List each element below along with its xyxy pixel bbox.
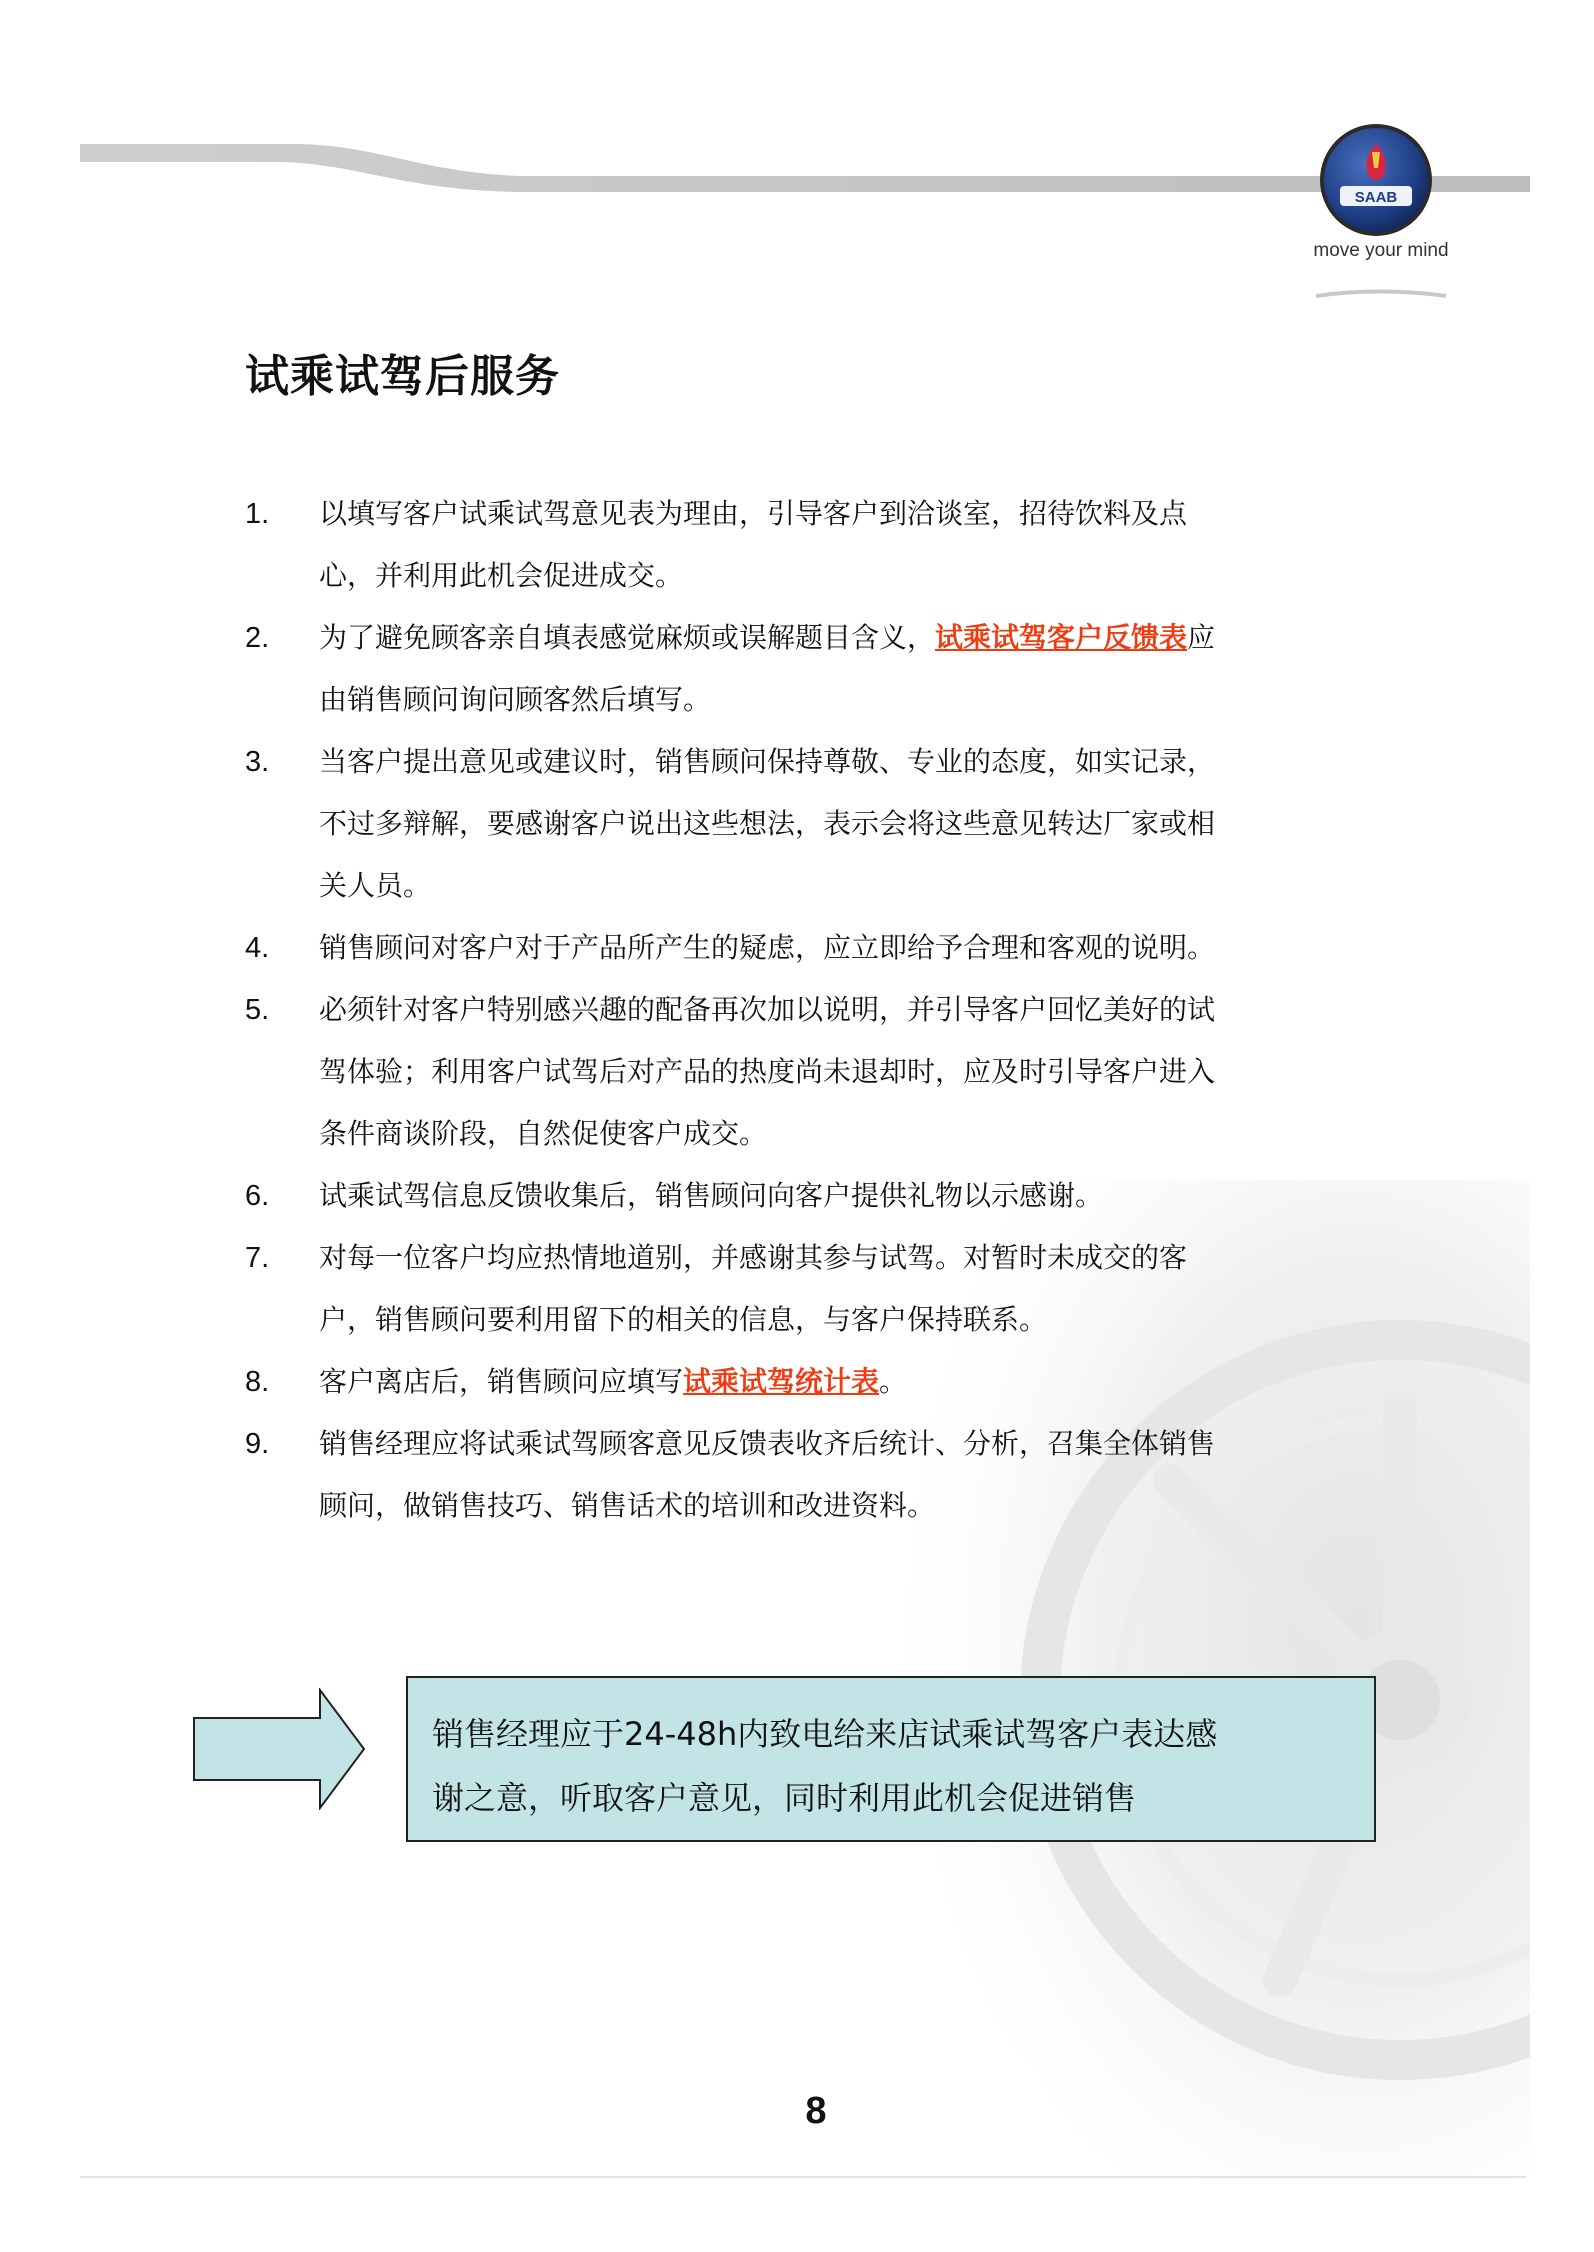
list-item-number: 2.: [245, 622, 270, 654]
list-item-line: 户，销售顾问要利用留下的相关的信息，与客户保持联系。: [319, 1303, 1048, 1336]
list-item: [245, 979, 1355, 1165]
list-item-line: 销售顾问对客户对于产品所产生的疑虑，应立即给予合理和客观的说明。: [319, 931, 1216, 964]
callout-line: 销售经理应于24-48h内致电给来店试乘试驾客户表达感: [432, 1715, 1218, 1753]
callout-box: [406, 1676, 1376, 1842]
list-item-number: 8.: [245, 1366, 270, 1398]
list-item-text: 客户离店后，销售顾问应填写: [319, 1365, 684, 1398]
list-item-text: 应: [1187, 621, 1216, 654]
list-item: [245, 1351, 1355, 1413]
list-item-number: 7.: [245, 1242, 270, 1274]
list-item-number: 4.: [245, 932, 270, 964]
list-item-number: 9.: [245, 1428, 270, 1460]
list-item-line: 顾问，做销售技巧、销售话术的培训和改进资料。: [319, 1489, 936, 1522]
list-item: [245, 1165, 1355, 1227]
page-title: 试乘试驾后服务: [245, 351, 560, 402]
list-item-line: 心，并利用此机会促进成交。: [319, 559, 684, 592]
list-item-line: 以填写客户试乘试驾意见表为理由，引导客户到洽谈室，招待饮料及点: [319, 497, 1188, 530]
list-item-line: 由销售顾问询问顾客然后填写。: [319, 683, 712, 716]
list-item: [245, 1227, 1355, 1351]
list-item: [245, 731, 1355, 917]
list-item-line: 销售经理应将试乘试驾顾客意见反馈表收齐后统计、分析，召集全体销售: [319, 1427, 1216, 1460]
saab-logo: [1318, 122, 1434, 238]
list-item-line: 条件商谈阶段，自然促使客户成交。: [319, 1117, 768, 1150]
list-item-number: 6.: [245, 1180, 270, 1212]
callout-line: 谢之意，听取客户意见，同时利用此机会促进销售: [432, 1779, 1137, 1817]
list-item-line: 不过多辩解，要感谢客户说出这些想法，表示会将这些意见转达厂家或相: [319, 807, 1216, 840]
list-item-text: 为了避免顾客亲自填表感觉麻烦或误解题目含义，: [319, 621, 936, 654]
list-item-line: [319, 1351, 1355, 1413]
page-number: 8: [805, 2090, 827, 2132]
list-item: [245, 1413, 1355, 1537]
list-item-line: 当客户提出意见或建议时，销售顾问保持尊敬、专业的态度，如实记录，: [319, 745, 1216, 778]
list-item-line: 必须针对客户特别感兴趣的配备再次加以说明，并引导客户回忆美好的试: [319, 993, 1216, 1026]
list-item-line: 关人员。: [319, 869, 432, 902]
right-arrow-icon: [192, 1688, 367, 1810]
list-item-number: 5.: [245, 994, 270, 1026]
list-item: [245, 917, 1355, 979]
feedback-form-link[interactable]: 试乘试驾客户反馈表: [935, 621, 1188, 654]
list-item-line: [319, 607, 1355, 669]
list-item-line: 试乘试驾信息反馈收集后，销售顾问向客户提供礼物以示感谢。: [319, 1179, 1104, 1212]
list-item-number: 3.: [245, 746, 270, 778]
tagline-reflection: [1296, 288, 1466, 302]
list-item-text: 。: [879, 1365, 908, 1398]
list-item: [245, 483, 1355, 607]
tagline: move your mind: [1313, 240, 1449, 261]
logo-brand-text: SAAB: [1354, 189, 1398, 206]
list-item: [245, 607, 1355, 731]
footer-divider: [80, 2176, 1526, 2178]
list-item-line: 驾体验；利用客户试驾后对产品的热度尚未退却时，应及时引导客户进入: [319, 1055, 1216, 1088]
statistics-form-link[interactable]: 试乘试驾统计表: [683, 1365, 880, 1398]
list-item-number: 1.: [245, 498, 270, 530]
list-item-line: 对每一位客户均应热情地道别，并感谢其参与试驾。对暂时未成交的客: [319, 1241, 1188, 1274]
